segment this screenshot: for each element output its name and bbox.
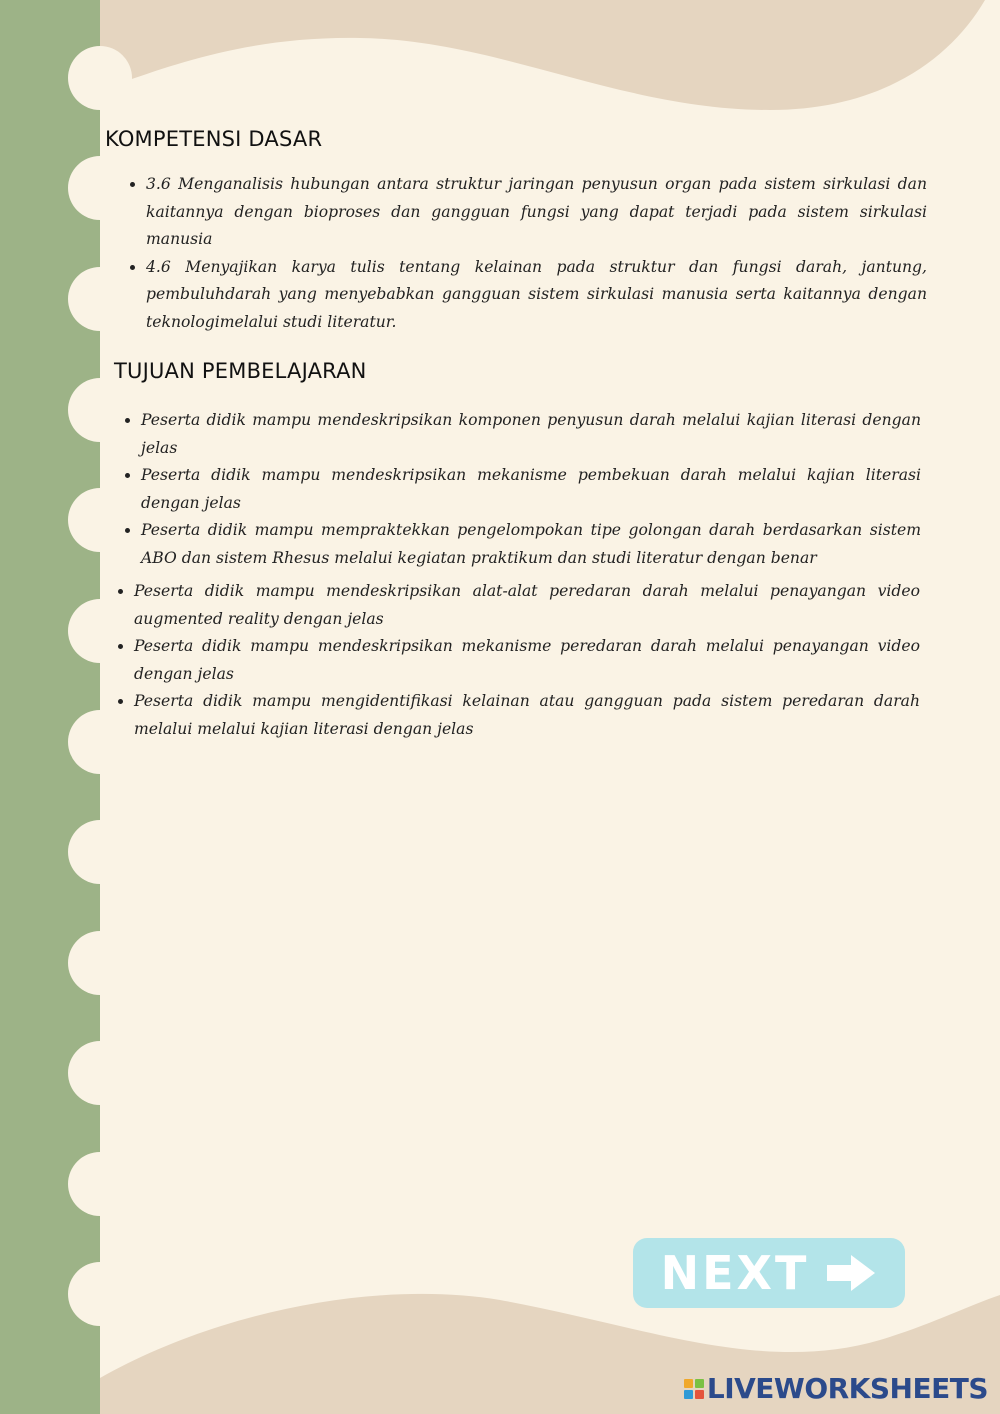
list-item: • Peserta didik mampu mendeskripsikan alat-alat peredaran darah melalui penayangan video augmented reality dengan jelas [134, 578, 920, 633]
tujuan-list-group-2 [112, 578, 920, 743]
next-button[interactable] [633, 1238, 905, 1308]
watermark-text: LIVEWORKSHEETS [706, 1372, 988, 1405]
list-item: • Peserta didik mampu mendeskripsikan komponen penyusun darah melalui kajian literasi dengan jelas [141, 407, 921, 462]
logo-square [695, 1379, 704, 1388]
list-item: • Peserta didik mampu mendeskripsikan mekanisme peredaran darah melalui penayangan video dengan jelas [134, 633, 920, 688]
liveworksheets-logo [684, 1379, 704, 1399]
kompetensi-dasar-heading: KOMPETENSI DASAR [105, 127, 323, 151]
logo-square [684, 1390, 693, 1399]
liveworksheets-watermark [684, 1372, 988, 1405]
logo-square [684, 1379, 693, 1388]
list-item: • Peserta didik mampu mengidentifikasi kelainan atau gangguan pada sistem peredaran darah melalui melalui kajian literasi dengan jelas [134, 688, 920, 743]
logo-square [695, 1390, 704, 1399]
list-item: • 4.6 Menyajikan karya tulis tentang kelainan pada struktur dan fungsi darah, jantung, pembuluhdarah yang menyebabkan gangguan sistem sirkulasi manusia serta kaitannya dengan teknologimelalui studi literatur. [146, 254, 927, 337]
list-item: • 3.6 Menganalisis hubungan antara struktur jaringan penyusun organ pada sistem sirkulasi dan kaitannya dengan bioproses dan gangguan fungsi yang dapat terjadi pada sistem sirkulasi manusia [146, 171, 927, 254]
kompetensi-dasar-list [124, 171, 927, 336]
arrow-right-icon [825, 1253, 877, 1293]
list-item: • Peserta didik mampu mendeskripsikan mekanisme pembekuan darah melalui kajian literasi dengan jelas [141, 462, 921, 517]
next-button-label: NEXT [660, 1246, 810, 1300]
list-item: • Peserta didik mampu mempraktekkan pengelompokan tipe golongan darah berdasarkan sistem ABO dan sistem Rhesus melalui kegiatan praktikum dan studi literatur dengan benar [141, 517, 921, 572]
tujuan-pembelajaran-heading: TUJUAN PEMBELAJARAN [114, 359, 367, 383]
tujuan-list-group-1 [119, 407, 921, 572]
